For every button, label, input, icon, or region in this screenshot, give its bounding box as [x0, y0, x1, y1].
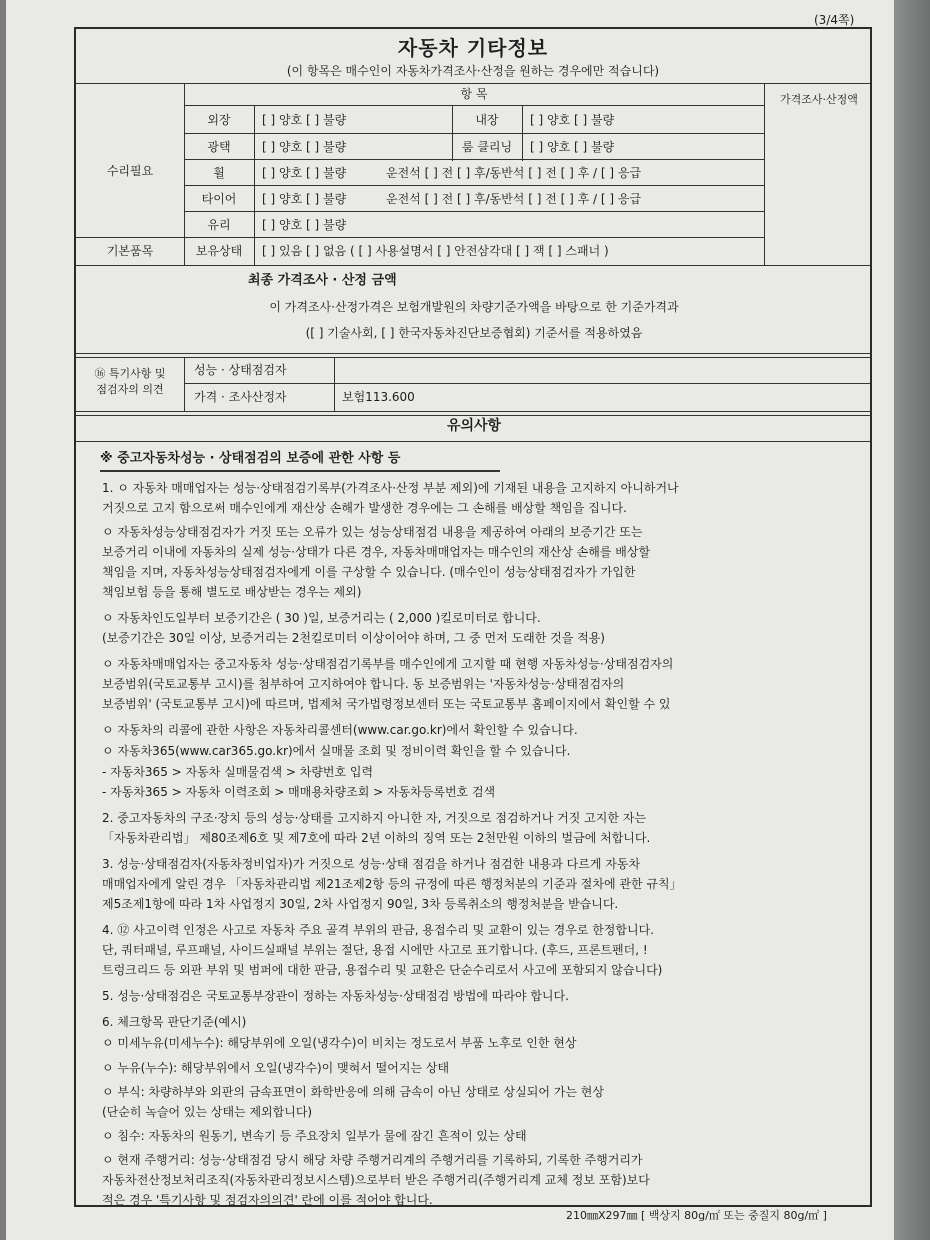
final-line1: 이 가격조사·산정가격은 보험개발원의 차량기준가액을 바탕으로 한 기준가격과 [269, 300, 679, 314]
note-line: ㅇ 침수: 자동차의 원동기, 변속기 등 주요장치 일부가 물에 잠긴 흔적이 있는 상태 [102, 1129, 527, 1143]
row-name: 외장 [207, 113, 231, 127]
basic-label: 기본품목 [106, 244, 154, 258]
page-edge-shadow [894, 0, 930, 1240]
note-line: 책임을 지며, 자동차성능상태점검자에게 이를 구상할 수 있습니다. (매수인이 성능상태점검자가 가입한 [102, 565, 636, 579]
price-header: 가격조사·산정액 [780, 93, 858, 106]
notes-title: 유의사항 [446, 418, 502, 434]
appraiser-value: 보험113.600 [342, 390, 415, 404]
row-name: 내장 [475, 113, 499, 127]
row-name: 타이어 [201, 192, 237, 206]
note-line: 6. 체크항목 판단기준(예시) [102, 1015, 247, 1029]
form-subtitle: (이 항목은 매수인이 자동차가격조사·산정을 원하는 경우에만 적습니다) [286, 64, 660, 78]
note-line: 적은 경우 '특기사항 및 점검자의의견' 란에 이를 적어야 합니다. [102, 1193, 433, 1207]
note-line: (단순히 녹슬어 있는 상태는 제외합니다) [102, 1105, 313, 1119]
note-line: 책임보험 등을 통해 별도로 배상받는 경우는 제외) [102, 585, 362, 599]
note-line: 보증거리 이내에 자동차의 실제 성능·상태가 다른 경우, 자동차매매업자는 매수인의 재산상 손해를 배상할 [102, 545, 651, 559]
note-line: ㅇ 미세누유(미세누수): 해당부위에 오일(냉각수)이 비치는 정도로서 부품 노후로 인한 현상 [102, 1036, 577, 1050]
note-line: 2. 중고자동차의 구조·장치 등의 성능·상태를 고지하지 아니한 자, 거짓으로 점검하거나 거짓 고지한 자는 [102, 811, 646, 825]
note-line: 보증범위' (국토교통부 고시)에 따르며, 법제처 국가법령정보센터 또는 국토교통부 홈페이지에서 확인할 수 있 [102, 697, 671, 711]
row-name: 휠 [213, 166, 225, 180]
row-value: [ ] 양호 [ ] 불량 [262, 166, 347, 180]
note-line: 보증범위(국토교통부 고시)를 첨부하여 고지하여야 합니다. 동 보증범위는 '자동차성능·상태점검자의 [102, 677, 625, 691]
row-value: [ ] 양호 [ ] 불량 [262, 192, 347, 206]
note-line: 매매업자에게 알린 경우 「자동차관리법 제21조제2항 등의 규정에 따른 행정처분의 기준과 절차에 관한 규칙」 [102, 877, 682, 891]
note-line: ㅇ 자동차인도일부터 보증기간은 ( 30 )일, 보증거리는 ( 2,000 )킬로미터로 합니다. [102, 611, 541, 625]
final-line2: ([ ] 기술사회, [ ] 한국자동차진단보증협회) 기준서를 적용하였음 [305, 326, 643, 340]
note-line: 제5조제1항에 따라 1차 사업정지 30일, 2차 사업정지 90일, 3차 등록취소의 행정처분을 받습니다. [102, 897, 619, 911]
note-line: ㅇ 현재 주행거리: 성능·상태점검 당시 해당 차량 주행거리계의 주행거리를 기록하되, 기록한 주행거리가 [102, 1153, 643, 1167]
note-line: ㅇ 자동차매매업자는 중고자동차 성능·상태점검기록부를 매수인에게 고지할 때 현행 자동차성능·상태점검자의 [102, 657, 674, 671]
note-line: ㅇ 자동차365(www.car365.go.kr)에서 실매물 조회 및 정비이력 확인을 할 수 있습니다. [102, 744, 571, 758]
row-value: [ ] 양호 [ ] 불량 [530, 113, 615, 127]
paper-spec-footer: 210㎜X297㎜ [ 백상지 80g/㎡ 또는 중질지 80g/㎡ ] [566, 1209, 827, 1222]
note-line: 거짓으로 고지 함으로써 매수인에게 재산상 손해가 발생한 경우에는 그 손해를 배상할 책임을 집니다. [102, 501, 627, 515]
row-value: [ ] 양호 [ ] 불량 [262, 140, 347, 154]
note-line: ㅇ 자동차성능상태점검자가 거짓 또는 오류가 있는 성능상태점검 내용을 제공하여 아래의 보증기간 또는 [102, 525, 643, 539]
row-name: 룸 클리닝 [461, 140, 513, 154]
form-title: 자동차 기타정보 [397, 36, 549, 60]
note-line: 자동차전산정보처리조직(자동차관리정보시스템)으로부터 받은 주행거리(주행거리계 교체 정보 포함)보다 [102, 1173, 650, 1187]
item-header: 항 목 [460, 87, 488, 101]
final-title: 최종 가격조사 · 산정 금액 [248, 273, 397, 288]
note-line: - 자동차365 > 자동차 이력조회 > 매매용차량조회 > 자동차등록번호 검색 [102, 785, 496, 799]
document-page [6, 0, 894, 1240]
notes-heading: ※ 중고자동차성능 · 상태점검의 보증에 관한 사항 등 [100, 451, 401, 466]
row-name: 광택 [207, 140, 231, 154]
note-line: 4. ⑫ 사고이력 인정은 사고로 자동차 주요 골격 부위의 판금, 용접수리 및 교환이 있는 경우로 한정합니다. [102, 923, 654, 937]
note-line: ㅇ 자동차의 리콜에 관한 사항은 자동차리콜센터(www.car.go.kr)에서 확인할 수 있습니다. [102, 723, 578, 737]
row-value: [ ] 양호 [ ] 불량 [530, 140, 615, 154]
row-name: 유리 [207, 218, 231, 232]
note-line: 「자동차관리법」 제80조제6호 및 제7호에 따라 2년 이하의 징역 또는 2천만원 이하의 벌금에 처합니다. [102, 831, 651, 845]
note-line: (보증기간은 30일 이상, 보증거리는 2천킬로미터 이상이어야 하며, 그 중 먼저 도래한 것을 적용) [102, 631, 605, 645]
appraiser-label: 가격 · 조사산정자 [194, 390, 287, 404]
note-line: 1. ㅇ 자동차 매매업자는 성능·상태점검기록부(가격조사·산정 부분 제외)에 기재된 내용을 고지하지 아니하거나 [102, 481, 679, 495]
basic-name: 보유상태 [195, 244, 243, 258]
form-frame [74, 27, 872, 1207]
repair-label: 수리필요 [106, 164, 154, 178]
note-line: - 자동차365 > 자동차 실매물검색 > 차량번호 입력 [102, 765, 374, 779]
special-label-1: ⑯ 특기사항 및 [94, 367, 166, 380]
row-value: [ ] 양호 [ ] 불량 [262, 218, 347, 232]
row-value: [ ] 양호 [ ] 불량 [262, 113, 347, 127]
note-line: ㅇ 누유(누수): 해당부위에서 오일(냉각수)이 맺혀서 떨어지는 상태 [102, 1061, 450, 1075]
special-label-2: 점검자의 의견 [96, 383, 164, 396]
note-line: 트렁크리드 등 외판 부위 및 범퍼에 대한 판금, 용접수리 및 교환은 단순수리로서 사고에 포함되지 않습니다) [102, 963, 663, 977]
row-extra: 운전석 [ ] 전 [ ] 후/동반석 [ ] 전 [ ] 후 / [ ] 응급 [386, 192, 642, 206]
note-line: 5. 성능·상태점검은 국토교통부장관이 정하는 자동차성능·상태점검 방법에 따라야 합니다. [102, 989, 569, 1003]
basic-value: [ ] 있음 [ ] 없음 ( [ ] 사용설명서 [ ] 안전삼각대 [ ] 잭 [ ] 스패너 ) [262, 244, 609, 258]
inspector-label: 성능 · 상태점검자 [194, 363, 287, 377]
note-line: 단, 쿼터패널, 루프패널, 사이드실패널 부위는 절단, 용접 시에만 사고로 표기합니다. (후드, 프론트펜더, ! [102, 943, 648, 957]
note-line: 3. 성능·상태점검자(자동차정비업자)가 거짓으로 성능·상태 점검을 하거나 점검한 내용과 다르게 자동차 [102, 857, 641, 871]
page-number: (3/4쪽) [814, 13, 855, 27]
note-line: ㅇ 부식: 차량하부와 외판의 금속표면이 화학반응에 의해 금속이 아닌 상태로 상실되어 가는 현상 [102, 1085, 604, 1099]
row-extra: 운전석 [ ] 전 [ ] 후/동반석 [ ] 전 [ ] 후 / [ ] 응급 [386, 166, 642, 180]
